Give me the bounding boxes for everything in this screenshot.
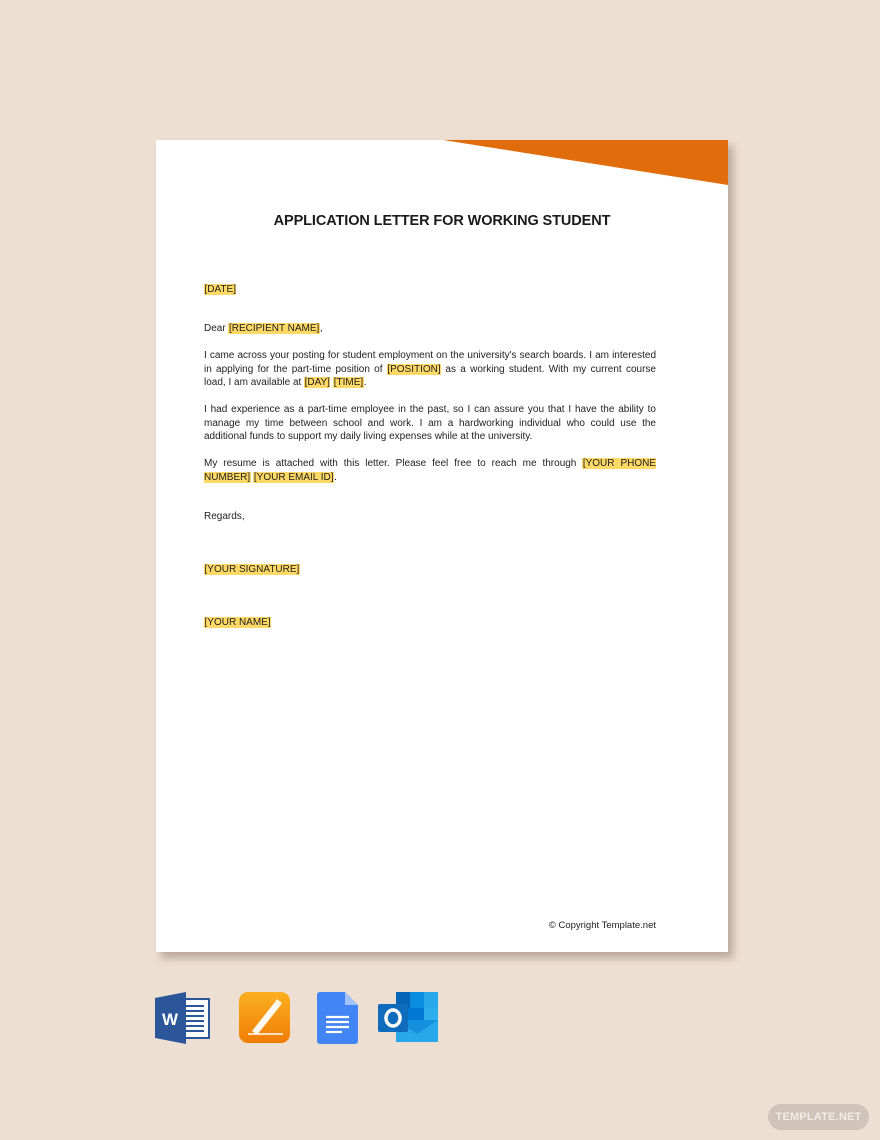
email-placeholder[interactable]: [YOUR EMAIL ID] — [253, 471, 334, 483]
pages-icon[interactable] — [239, 992, 291, 1044]
template-net-watermark: TEMPLATE.NET — [768, 1104, 869, 1130]
day-placeholder[interactable]: [DAY] — [304, 377, 330, 388]
date-placeholder[interactable]: [DATE] — [204, 284, 236, 295]
name-line — [204, 616, 656, 630]
phone-placeholder[interactable]: [YOUR PHONE NUMBER] — [204, 458, 656, 483]
name-placeholder[interactable]: [YOUR NAME] — [204, 617, 271, 628]
word-icon[interactable] — [155, 992, 211, 1044]
copyright-text: © Copyright Template.net — [548, 920, 656, 931]
paragraph-3: My resume is attached with this letter. Please feel free to reach me through [YOUR PHONE NUMBER] [YOUR EMAIL ID]. — [204, 458, 656, 483]
svg-text:W: W — [161, 1010, 179, 1029]
signature-placeholder[interactable]: [YOUR SIGNATURE] — [204, 564, 300, 575]
salutation: Dear [RECIPIENT NAME], — [204, 323, 323, 334]
orange-corner-decoration — [156, 140, 728, 186]
outlook-icon[interactable] — [378, 992, 440, 1044]
letter-page — [156, 140, 728, 952]
paragraph-2: I had experience as a part-time employee in the past, so I can assure you that I have the ability to manage my time between school and work. I am a hardworking individual who could use the additional funds to support my daily living expenses while at the university. — [204, 404, 656, 442]
date-line — [204, 283, 656, 297]
closing: Regards, — [204, 511, 245, 522]
position-placeholder[interactable]: [POSITION] — [387, 363, 441, 375]
document-title: APPLICATION LETTER FOR WORKING STUDENT — [273, 213, 611, 229]
google-docs-icon[interactable] — [317, 992, 359, 1044]
paragraph-1: I came across your posting for student employment on the university's search boards. I am interested in applying for the part-time position of [POSITION] as a working student. With my current course load, I am available at [DAY] [TIME]. — [204, 350, 656, 388]
recipient-name-placeholder[interactable]: [RECIPIENT NAME] — [228, 323, 320, 334]
time-placeholder[interactable]: [TIME] — [333, 377, 364, 388]
signature-line — [204, 563, 656, 577]
